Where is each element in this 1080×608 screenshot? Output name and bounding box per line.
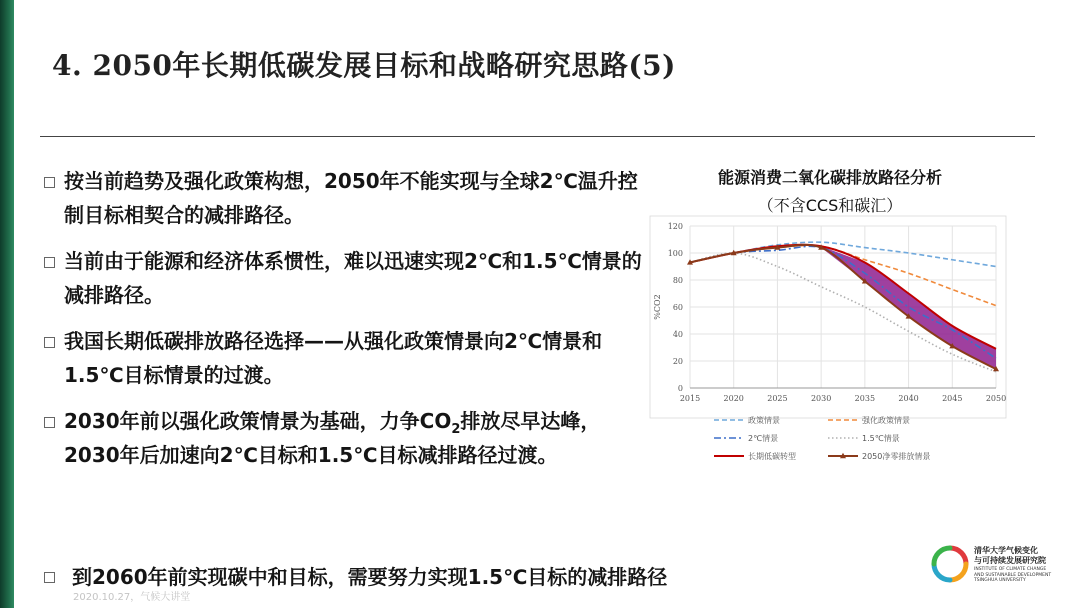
legend-label: 1.5℃情景 (862, 434, 900, 443)
bullet-text: 我国长期低碳排放路径选择——从强化政策情景向2℃情景和1.5℃目标情景的过渡。 (64, 329, 603, 387)
chart-title: 能源消费二氧化碳排放路径分析 (717, 168, 942, 187)
bullet-item (44, 244, 644, 312)
x-tick-label: 2045 (942, 394, 963, 403)
bullet-list (44, 164, 644, 484)
logo-name-en-line2: AND SUSTAINABLE DEVELOPMENT (974, 572, 1052, 578)
title-divider (40, 136, 1035, 137)
bullet-text: 当前由于能源和经济体系惯性，难以迅速实现2℃和1.5℃情景的减排路径。 (64, 249, 642, 307)
legend-label: 强化政策情景 (862, 416, 910, 425)
x-tick-label: 2035 (854, 394, 876, 403)
legend-label: 长期低碳转型 (748, 452, 796, 461)
square-bullet-icon (44, 572, 55, 583)
y-tick-label: 100 (667, 249, 683, 258)
x-tick-label: 2020 (723, 394, 744, 403)
y-tick-label: 120 (667, 222, 683, 231)
x-tick-label: 2030 (810, 394, 832, 403)
logo-ring-icon (930, 544, 970, 584)
bullet-text: 到2060年前实现碳中和目标，需要努力实现1.5℃目标的减排路径 (72, 565, 668, 589)
emissions-chart (640, 214, 1010, 470)
x-tick-label: 2025 (767, 394, 788, 403)
legend-label: 2050净零排放情景 (862, 452, 931, 461)
bullet-text: 按当前趋势及强化政策构想，2050年不能实现与全球2℃温升控制目标相契合的减排路径。 (64, 169, 638, 227)
y-tick-label: 80 (672, 276, 683, 285)
left-accent-bar (0, 0, 14, 608)
legend-label: 政策情景 (748, 416, 780, 425)
logo-name-zh-line1: 清华大学气候变化 (974, 546, 1038, 555)
logo-name-en (974, 567, 1051, 584)
y-axis-label: %CO2 (653, 294, 662, 320)
square-bullet-icon (44, 337, 55, 348)
logo-name-en-line3: TSINGHUA UNIVERSITY (974, 578, 1026, 583)
square-bullet-icon (44, 417, 55, 428)
y-tick-label: 60 (672, 303, 683, 312)
logo-name-zh-line2: 与可持续发展研究院 (974, 556, 1046, 565)
bullet-text-before: 2030年前以强化政策情景为基础，力争CO (64, 409, 452, 433)
y-tick-label: 20 (672, 357, 683, 366)
bullet-item (44, 164, 644, 232)
footer-date: 2020.10.27，气候大讲堂 (73, 592, 191, 603)
logo-name-en-line1: INSTITUTE OF CLIMATE CHANGE (974, 567, 1047, 572)
x-tick-label: 2050 (985, 394, 1007, 403)
slide-title: 4. 2050年长期低碳发展目标和战略研究思路(5) (52, 49, 676, 82)
logo-name-zh (974, 546, 1046, 566)
bullet-item (44, 404, 644, 472)
square-bullet-icon (44, 257, 55, 268)
bullet-item (44, 324, 644, 392)
x-tick-label: 2015 (679, 394, 701, 403)
chart-subtitle: （不含CCS和碳汇） (757, 196, 903, 215)
chart-title-block (660, 164, 1000, 220)
co2-subscript: 2 (451, 422, 461, 437)
y-tick-label: 0 (677, 384, 683, 393)
legend-label: 2℃情景 (748, 434, 779, 443)
square-bullet-icon (44, 177, 55, 188)
x-tick-label: 2040 (898, 394, 919, 403)
bullet-text-after: 排放尽早达峰，2030年后加速向2℃目标和1.5℃目标减排路径过渡。 (64, 409, 601, 467)
institute-logo (930, 542, 1070, 592)
y-tick-label: 40 (672, 330, 683, 339)
